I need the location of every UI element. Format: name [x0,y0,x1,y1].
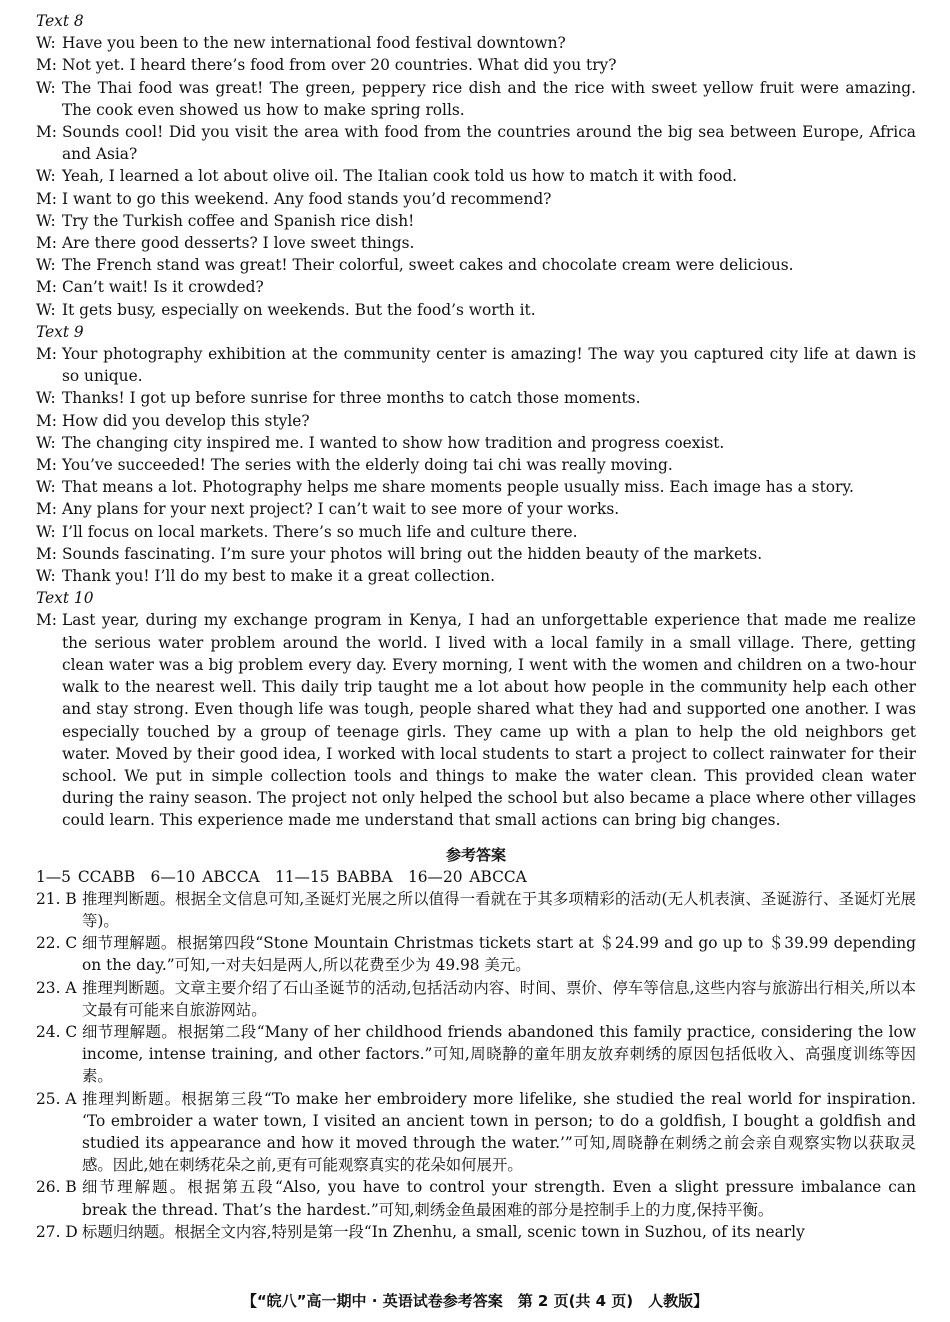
text9-section [36,321,916,587]
dialogue-turn: W: The Thai food was great! The green, peppery rice dish and the rice with sweet yellow fruit were amazing. The cook even showed us how to make spring rolls. [36,78,916,119]
dialogue-turn: M: Any plans for your next project? I can’t wait to see more of your works. [36,500,620,519]
dialogue-turn: W: I’ll focus on local markets. There’s so much life and culture there. [36,522,578,541]
text10-section [36,587,916,831]
text10-label: Text 10 [36,589,94,608]
text8-section [36,10,916,321]
answer-summary: 1—5 CCABB 6—10 ABCCA 11—15 BABBA 16—20 ABCCA [36,867,527,886]
monologue: M: Last year, during my exchange program in Kenya, I had an unforgettable experience that made me realize the serious water problem around the world. I lived with a local family in a small village. There, getting clean water was a big problem every day. Every morning, I went with the women and children on a two-hour walk to the nearest well. This daily trip taught me a lot about how people in the community help each other and stay strong. Even though life was tough, people shared what they had and supported one another. I was especially touched by a group of teenage girls. They came up with a plan to help the old neighbors get water. Moved by their good idea, I worked with local students to start a project to collect rainwater for their school. We put in simple collection tools and things to make the water clean. This provided clean water during the rainy season. The project not only helped the school but also became a place where other villages could learn. This experience made me understand that small actions can bring big changes. [36,611,916,830]
dialogue-turn: M: How did you develop this style? [36,411,310,430]
dialogue-turn: M: I want to go this weekend. Any food stands you’d recommend? [36,189,552,208]
text8-label: Text 8 [36,12,84,30]
dialogue-turn: W: Thank you! I’ll do my best to make it a great collection. [36,567,495,586]
answer-item: 21. B 推理判断题。根据全文信息可知,圣诞灯光展之所以值得一看就在于其多项精彩的活动(无人机表演、圣诞游行、圣诞灯光展等)。 [36,889,916,930]
dialogue-turn: M: Can’t wait! Is it crowded? [36,278,264,297]
dialogue-turn: M: Sounds cool! Did you visit the area with food from the countries around the big sea between Europe, Africa and Asia? [36,123,916,164]
answer-item: 24. C 细节理解题。根据第二段“Many of her childhood friends abandoned this family practice, considering the low income, intense training, and other factors.”可知,周晓静的童年朋友放弃刺绣的原因包括低收入、高强度训练等因素。 [36,1022,916,1086]
page-footer: 【“皖八”高一期中 · 英语试卷参考答案 第 2 页(共 4 页) 人教版】 [241,1292,709,1310]
answer-item: 25. A 推理判断题。根据第三段“To make her embroidery more lifelike, she studied the real world for inspiration. ‘To embroider a water town, I visited an ancient town in person; to do a goldfish, I bought a goldfish and studied its appearance and how it moved through the water.’”可知,周晓静在刺绣之前会亲自观察实物以获取灵感。因此,她在刺绣花朵之前,更有可能观察真实的花朵如何展开。 [36,1089,916,1175]
dialogue-turn: W: The changing city inspired me. I wanted to show how tradition and progress coexist. [36,433,725,452]
text9-label: Text 9 [36,322,84,341]
dialogue-turn: W: Yeah, I learned a lot about olive oil. The Italian cook told us how to match it with food. [36,167,738,186]
dialogue-turn: M: Sounds fascinating. I’m sure your photos will bring out the hidden beauty of the markets. [36,544,763,563]
dialogue-turn: M: You’ve succeeded! The series with the elderly doing tai chi was really moving. [36,456,673,475]
dialogue-turn: W: Thanks! I got up before sunrise for three months to catch those moments. [36,389,641,408]
answer-item: 27. D 标题归纳题。根据全文内容,特别是第一段“In Zhenhu, a small, scenic town in Suzhou, of its nearly [36,1222,805,1241]
answer-item: 22. C 细节理解题。根据第四段“Stone Mountain Christmas tickets start at ＄24.99 and go up to ＄39.99 depending on the day.”可知,一对夫妇是两人,所以花费至少为 49.98 美元。 [36,934,916,975]
dialogue-turn: W: Have you been to the new international food festival downtown? [36,34,566,53]
answer-sheet-page [36,10,916,1243]
dialogue-turn: M: Your photography exhibition at the community center is amazing! The way you captured city life at dawn is so unique. [36,345,916,386]
answer-item: 23. A 推理判断题。文章主要介绍了石山圣诞节的活动,包括活动内容、时间、票价、停车等信息,这些内容与旅游出行相关,所以本文最有可能来自旅游网站。 [36,978,916,1019]
dialogue-turn: W: It gets busy, especially on weekends. But the food’s worth it. [36,300,536,319]
dialogue-turn: M: Not yet. I heard there’s food from over 20 countries. What did you try? [36,56,617,75]
dialogue-turn: W: The French stand was great! Their colorful, sweet cakes and chocolate cream were delicious. [36,256,794,275]
answer-key-title: 参考答案 [445,845,506,864]
dialogue-turn: M: Are there good desserts? I love sweet things. [36,234,415,253]
answer-key-section [36,844,916,1243]
answer-item: 26. B 细节理解题。根据第五段“Also, you have to control your strength. Even a slight pressure imbalance can break the thread. That’s the hardest.”可知,刺绣金鱼最困难的部分是控制手上的力度,保持平衡。 [36,1178,916,1219]
dialogue-turn: W: Try the Turkish coffee and Spanish rice dish! [36,211,415,230]
dialogue-turn: W: That means a lot. Photography helps me share moments people usually miss. Each image has a story. [36,478,854,497]
